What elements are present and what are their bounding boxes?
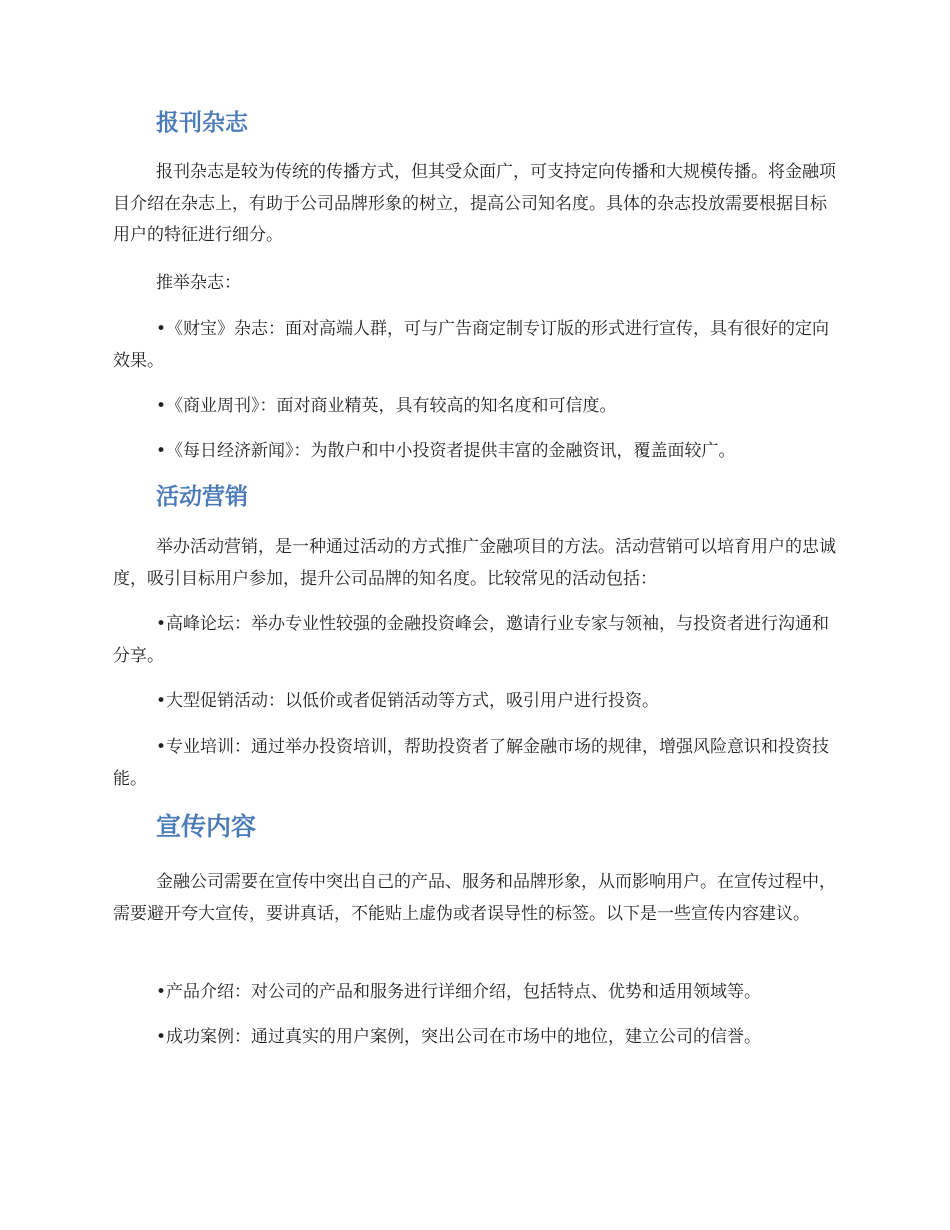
bullet-icon: • <box>156 614 167 634</box>
list-item: •《财宝》杂志：面对高端人群，可与广告商定制专订版的形式进行宣传，具有很好的定向效果。 <box>113 314 840 377</box>
section-heading-event-marketing: 活动营销 <box>156 484 248 510</box>
list-item: •产品介绍：对公司的产品和服务进行详细介绍，包括特点、优势和适用领域等。 <box>113 977 840 1009</box>
list-item: •成功案例：通过真实的用户案例，突出公司在市场中的地位，建立公司的信誉。 <box>113 1022 840 1054</box>
list-item: •高峰论坛：举办专业性较强的金融投资峰会，邀请行业专家与领袖，与投资者进行沟通和分享。 <box>113 609 840 672</box>
list-item: •大型促销活动：以低价或者促销活动等方式，吸引用户进行投资。 <box>113 686 840 718</box>
section-heading-promo-content: 宣传内容 <box>156 812 257 841</box>
bullet-icon: • <box>156 319 167 339</box>
section-intro-event-marketing: 举办活动营销，是一种通过活动的方式推广金融项目的方法。活动营销可以培育用户的忠诚度，吸引目标用户参加，提升公司品牌的知名度。比较常见的活动包括： <box>113 537 836 589</box>
bullet-icon: • <box>156 691 167 711</box>
bullet-icon: • <box>156 982 167 1002</box>
bullet-icon: • <box>156 396 167 416</box>
recommended-magazines-lead: 推举杂志： <box>156 273 241 293</box>
list-item: •《商业周刊》：面对商业精英，具有较高的知名度和可信度。 <box>113 391 840 423</box>
section-heading-magazines: 报刊杂志 <box>156 110 248 136</box>
section-intro-magazines: 报刊杂志是较为传统的传播方式，但其受众面广，可支持定向传播和大规模传播。将金融项目介绍在杂志上，有助于公司品牌形象的树立，提高公司知名度。具体的杂志投放需要根据目标用户的特征进行细分。 <box>113 162 836 245</box>
list-item: •专业培训：通过举办投资培训，帮助投资者了解金融市场的规律，增强风险意识和投资技能。 <box>113 732 840 795</box>
bullet-icon: • <box>156 1027 167 1047</box>
list-item: •《每日经济新闻》：为散户和中小投资者提供丰富的金融资讯，覆盖面较广。 <box>113 436 840 468</box>
section-intro-promo-content: 金融公司需要在宣传中突出自己的产品、服务和品牌形象，从而影响用户。在宣传过程中，需要避开夸大宣传，要讲真话，不能贴上虚伪或者误导性的标签。以下是一些宣传内容建议。 <box>113 872 836 924</box>
bullet-icon: • <box>156 441 167 461</box>
bullet-icon: • <box>156 737 167 757</box>
